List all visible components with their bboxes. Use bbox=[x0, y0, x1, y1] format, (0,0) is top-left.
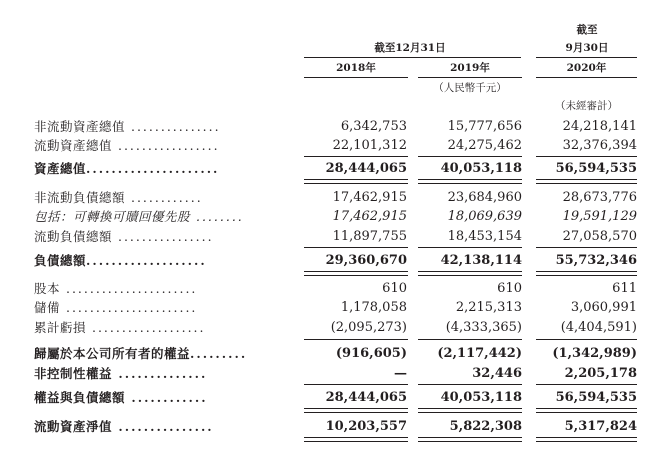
double-rule-total-liabilities bbox=[418, 271, 522, 276]
row-label: 包括：可轉換可贖回優先股 ........ bbox=[34, 209, 244, 224]
row-equity-owners bbox=[0, 344, 664, 364]
double-rule-total-equity bbox=[418, 408, 522, 413]
rule-after-accumulated-losses bbox=[536, 339, 637, 340]
value-2018: 11,897,755 bbox=[332, 229, 407, 244]
value-2020: 56,594,535 bbox=[555, 390, 637, 405]
value-2020: 2,205,178 bbox=[564, 366, 637, 381]
header-rule-2020 bbox=[536, 77, 637, 78]
rule-after-current-assets bbox=[304, 156, 408, 157]
value-2018: 17,462,915 bbox=[332, 209, 407, 224]
header-rule-group bbox=[304, 57, 521, 58]
double-rule-total-equity bbox=[304, 408, 408, 413]
double-rule-net-current-assets bbox=[304, 437, 408, 442]
value-2018: 1,178,058 bbox=[340, 300, 407, 315]
row-non-current-assets bbox=[0, 117, 664, 137]
row-share-capital bbox=[0, 279, 664, 299]
value-2018: 6,342,753 bbox=[340, 119, 407, 134]
header-right-label-top: 截至 bbox=[576, 24, 598, 36]
double-rule-total-equity bbox=[536, 408, 637, 413]
double-rule-total-assets bbox=[536, 179, 637, 184]
row-accumulated-losses bbox=[0, 318, 664, 338]
value-2020: 24,218,141 bbox=[562, 119, 637, 134]
rule-after-nci bbox=[304, 384, 408, 385]
rule-after-current-assets bbox=[536, 156, 637, 157]
unaudited-note: （未經審計） bbox=[555, 100, 618, 112]
double-rule-net-current-assets bbox=[418, 437, 522, 442]
value-2020: 28,673,776 bbox=[562, 190, 637, 205]
row-label: 累計虧損 ................... bbox=[34, 320, 206, 335]
rule-after-current-liabilities bbox=[304, 247, 408, 248]
rule-after-current-liabilities bbox=[418, 247, 522, 248]
value-2020: 3,060,991 bbox=[570, 300, 637, 315]
rule-after-current-liabilities bbox=[536, 247, 637, 248]
row-label: 流動資產淨值 ............... bbox=[34, 419, 214, 434]
header-right-label-bottom: 9月30日 bbox=[565, 42, 609, 54]
row-label: 股本 ...................... bbox=[34, 281, 198, 296]
value-2019: (2,117,442) bbox=[437, 346, 522, 361]
value-2019: 40,053,118 bbox=[440, 390, 522, 405]
row-label: 非流動負債總額 ............ bbox=[34, 190, 203, 205]
header-rule-2019 bbox=[418, 77, 522, 78]
value-2019: 40,053,118 bbox=[440, 161, 522, 176]
value-2018: 22,101,312 bbox=[332, 138, 407, 153]
value-2018: 28,444,065 bbox=[325, 161, 407, 176]
value-2018: 10,203,557 bbox=[325, 419, 407, 434]
rule-after-accumulated-losses bbox=[418, 339, 522, 340]
value-2019: 23,684,960 bbox=[447, 190, 522, 205]
value-2020: 19,591,129 bbox=[562, 209, 637, 224]
header-group-label: 截至12月31日 bbox=[374, 42, 446, 54]
value-2019: 42,138,114 bbox=[440, 253, 522, 268]
row-total-equity-liabilities bbox=[0, 388, 664, 408]
row-total-assets bbox=[0, 159, 664, 179]
value-2018: 17,462,915 bbox=[332, 190, 407, 205]
rule-after-accumulated-losses bbox=[304, 339, 408, 340]
row-label: 非流動資產總值 ............... bbox=[34, 119, 221, 134]
value-2019: 15,777,656 bbox=[447, 119, 522, 134]
header-rule-right bbox=[536, 57, 637, 58]
value-2018: (2,095,273) bbox=[330, 320, 407, 335]
row-label: 歸屬於本公司所有者的權益......... bbox=[34, 346, 248, 361]
double-rule-total-assets bbox=[304, 179, 408, 184]
row-label: 非控制性權益 .............. bbox=[34, 366, 208, 381]
row-label: 流動負債總額 ................ bbox=[34, 229, 214, 244]
header-year-2018: 2018年 bbox=[336, 62, 376, 74]
value-2020: 56,594,535 bbox=[555, 161, 637, 176]
double-rule-total-assets bbox=[418, 179, 522, 184]
row-convertible-preferred bbox=[0, 207, 664, 227]
row-non-controlling-interests bbox=[0, 364, 664, 384]
currency-note: （人民幣千元） bbox=[433, 82, 507, 94]
value-2020: 611 bbox=[612, 281, 637, 296]
value-2018: — bbox=[394, 366, 407, 381]
value-2019: 5,822,308 bbox=[449, 419, 522, 434]
row-label: 權益與負債總額 ............ bbox=[34, 390, 208, 405]
value-2018: (916,605) bbox=[335, 346, 407, 361]
value-2018: 28,444,065 bbox=[325, 390, 407, 405]
row-net-current-assets bbox=[0, 417, 664, 437]
header-year-2019: 2019年 bbox=[450, 62, 490, 74]
value-2019: 18,069,639 bbox=[447, 209, 522, 224]
value-2018: 610 bbox=[382, 281, 407, 296]
row-label: 儲備 ...................... bbox=[34, 300, 198, 315]
value-2020: 32,376,394 bbox=[562, 138, 637, 153]
double-rule-net-current-assets bbox=[536, 437, 637, 442]
row-current-liabilities bbox=[0, 227, 664, 247]
rule-after-nci bbox=[418, 384, 522, 385]
rule-after-current-assets bbox=[418, 156, 522, 157]
value-2020: 55,732,346 bbox=[555, 253, 637, 268]
value-2018: 29,360,670 bbox=[325, 253, 407, 268]
value-2020: 27,058,570 bbox=[562, 229, 637, 244]
value-2019: 610 bbox=[497, 281, 522, 296]
header-year-2020: 2020年 bbox=[566, 62, 607, 74]
row-total-liabilities bbox=[0, 251, 664, 271]
row-reserves bbox=[0, 298, 664, 318]
header-rule-2018 bbox=[304, 77, 408, 78]
double-rule-total-liabilities bbox=[536, 271, 637, 276]
row-current-assets bbox=[0, 136, 664, 156]
value-2020: 5,317,824 bbox=[564, 419, 637, 434]
value-2020: (1,342,989) bbox=[552, 346, 637, 361]
value-2019: 24,275,462 bbox=[447, 138, 522, 153]
row-non-current-liabilities bbox=[0, 188, 664, 208]
value-2019: 32,446 bbox=[472, 366, 522, 381]
row-label: 負債總額................... bbox=[34, 253, 207, 268]
row-label: 流動資產總值 ................. bbox=[34, 138, 220, 153]
rule-after-nci bbox=[536, 384, 637, 385]
row-label: 資產總值..................... bbox=[34, 161, 220, 176]
value-2020: (4,404,591) bbox=[560, 320, 637, 335]
value-2019: 2,215,313 bbox=[455, 300, 522, 315]
double-rule-total-liabilities bbox=[304, 271, 408, 276]
value-2019: (4,333,365) bbox=[445, 320, 522, 335]
value-2019: 18,453,154 bbox=[447, 229, 522, 244]
